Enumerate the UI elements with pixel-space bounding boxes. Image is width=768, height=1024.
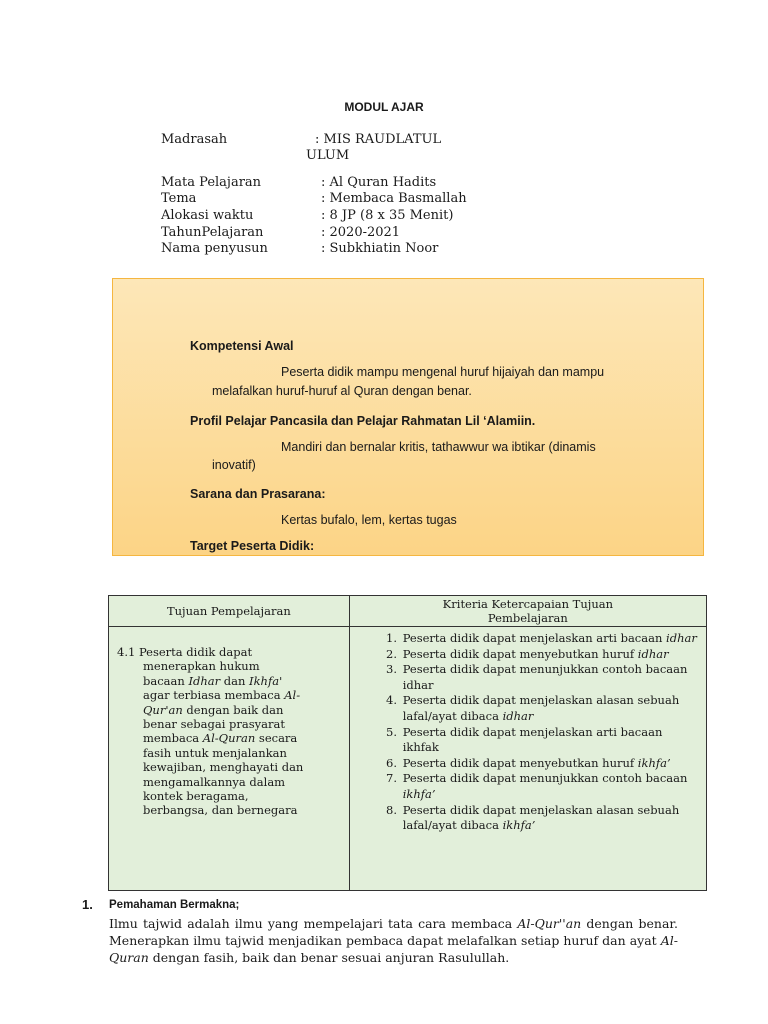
kompetensi-text: Peserta didik mampu mengenal huruf hijaiyah dan mampu: [281, 365, 605, 379]
tujuan-line: Qur'an dengan baik dan: [143, 702, 284, 717]
document-title: MODUL AJAR: [344, 100, 424, 114]
sarana-heading: Sarana dan Prasarana:: [190, 487, 326, 501]
info-label: Madrasah: [161, 132, 228, 147]
tujuan-line: berbangsa, dan bernegara: [143, 803, 298, 818]
info-value: : MIS RAUDLATUL: [315, 132, 442, 147]
list-item: 4. Peserta didik dapat menjelaskan alasan sebuah lafal/ayat dibaca idhar: [401, 693, 699, 724]
tujuan-line: mengamalkannya dalam: [143, 774, 286, 789]
profil-text: inovatif): [212, 458, 256, 472]
sarana-text: Kertas bufalo, lem, kertas tugas: [281, 513, 457, 527]
info-value: : 2020-2021: [321, 225, 401, 240]
tujuan-line: fasih untuk menjalankan: [143, 745, 287, 760]
section-paragraph: Ilmu tajwid adalah ilmu yang mempelajari tata cara membaca Al-Qur''an dengan benar. Menerapkan ilmu tajwid menjadikan pembaca dapat melafalkan setiap huruf dan ayat Al-Quran dengan fasih, baik dan benar sesuai anjuran Rasulullah.: [109, 916, 678, 965]
table-header-tujuan: [109, 596, 350, 627]
kompetensi-text: melafalkan huruf-huruf al Quran dengan benar.: [212, 384, 472, 398]
section-number: 1.: [82, 897, 93, 912]
list-item: 6. Peserta didik dapat menyebutkan huruf ikhfa’: [401, 756, 699, 772]
tujuan-cell: [109, 627, 350, 891]
tujuan-line: benar sebagai prasyarat: [143, 717, 286, 732]
section-heading: Pemahaman Bermakna;: [109, 899, 240, 911]
tujuan-line: membaca Al-Quran secara: [143, 731, 298, 746]
table-header-row: [109, 596, 707, 627]
list-item: 5. Peserta didik dapat menjelaskan arti bacaan ikhfak: [401, 725, 699, 756]
kompetensi-heading: Kompetensi Awal: [190, 339, 294, 353]
profil-heading: Profil Pelajar Pancasila dan Pelajar Rahmatan Lil ‘Alamiin.: [190, 414, 536, 428]
info-label: Tema: [161, 191, 197, 206]
tujuan-line: 4.1 Peserta didik dapat: [117, 645, 253, 659]
target-heading: Target Peserta Didik:: [190, 539, 315, 553]
profil-text: Mandiri dan bernalar kritis, tathawwur wa ibtikar (dinamis: [281, 440, 596, 454]
tujuan-line: menerapkan hukum: [143, 659, 260, 674]
tujuan-line: kontek beragama,: [143, 789, 249, 804]
kriteria-cell: [349, 627, 706, 891]
table-row: [109, 627, 707, 891]
tujuan-table: [108, 595, 707, 891]
info-value: : Membaca Basmallah: [321, 191, 467, 206]
info-label: Nama penyusun: [161, 241, 268, 256]
list-item: 7. Peserta didik dapat menunjukkan contoh bacaan ikhfa’: [401, 771, 699, 802]
info-value: : Al Quran Hadits: [321, 175, 437, 190]
tujuan-line: agar terbiasa membaca Al-: [143, 688, 301, 703]
kriteria-list: [351, 628, 705, 834]
list-item: 3. Peserta didik dapat menunjukkan contoh bacaan idhar: [401, 662, 699, 693]
info-label: Mata Pelajaran: [161, 175, 262, 190]
tujuan-line: kewajiban, menghayati dan: [143, 760, 304, 775]
kompetensi-box: [112, 278, 704, 556]
header-label: Pembelajaran: [487, 611, 568, 625]
header-label: Tujuan Pempelajaran: [166, 604, 291, 618]
list-item: 2. Peserta didik dapat menyebutkan huruf idhar: [401, 647, 699, 663]
info-label: TahunPelajaran: [161, 225, 264, 240]
info-value: : 8 JP (8 x 35 Menit): [321, 208, 454, 223]
info-value: : Subkhiatin Noor: [321, 241, 439, 256]
table-header-kriteria: [349, 596, 706, 627]
header-label: Kriteria Ketercapaian Tujuan: [442, 597, 613, 611]
tujuan-line: bacaan Idhar dan Ikhfa': [143, 673, 283, 688]
info-value: ULUM: [306, 148, 350, 163]
list-item: 8. Peserta didik dapat menjelaskan alasan sebuah lafal/ayat dibaca ikhfa’: [401, 803, 699, 834]
list-item: 1. Peserta didik dapat menjelaskan arti bacaan idhar: [401, 631, 699, 647]
info-label: Alokasi waktu: [161, 208, 254, 223]
